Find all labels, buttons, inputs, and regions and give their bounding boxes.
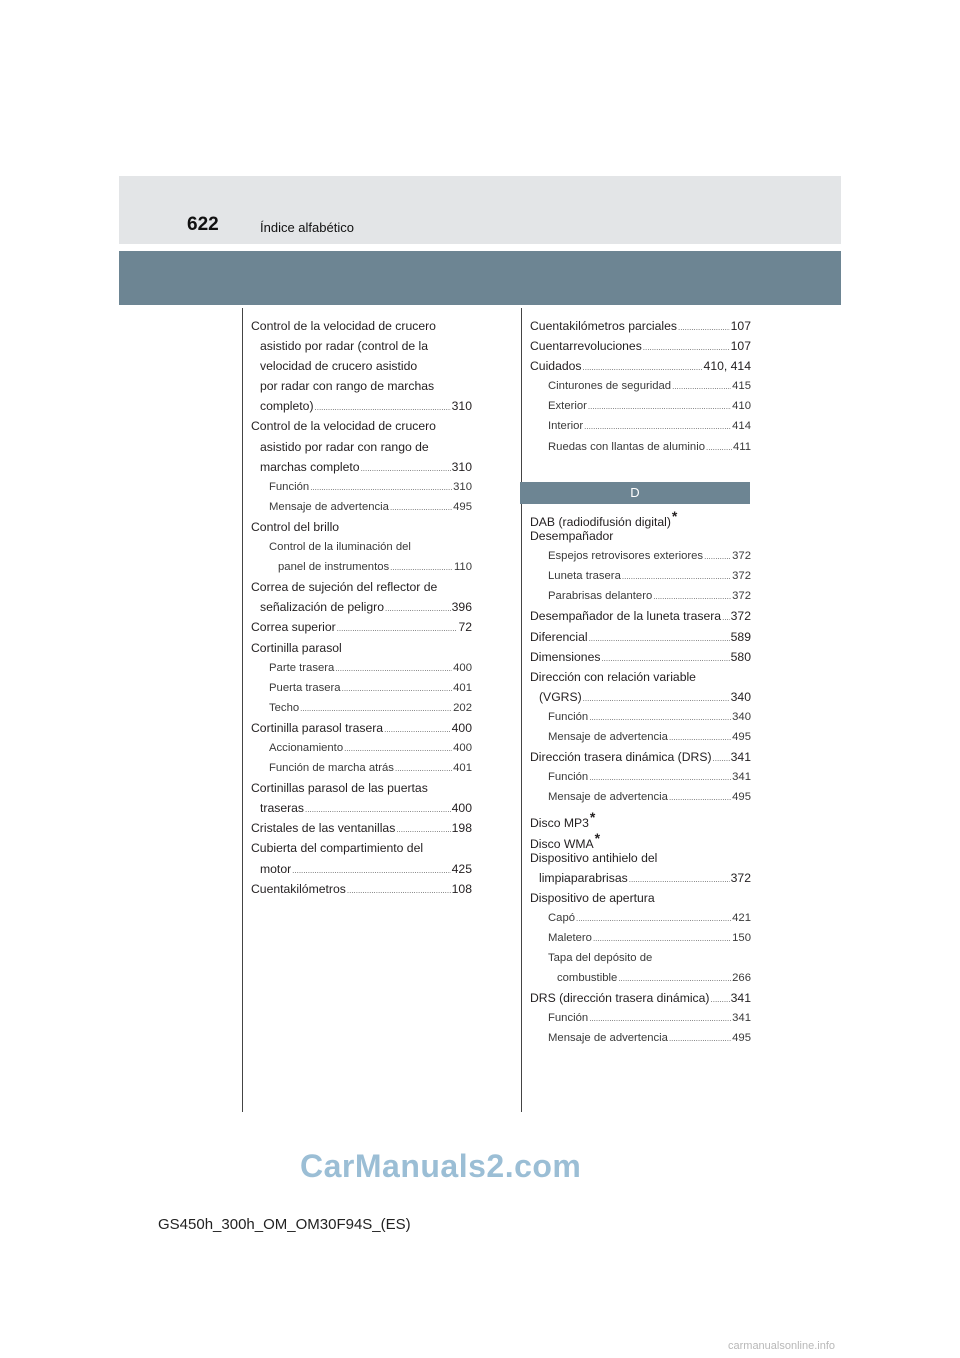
index-entry <box>530 606 751 626</box>
index-entry-page: 110 <box>453 561 472 574</box>
index-entry-text: Cuidados <box>530 359 582 374</box>
index-entry-page: 310 <box>453 480 472 493</box>
index-entry-page: 372 <box>732 570 751 583</box>
index-entry-text: Cuentakilómetros parciales <box>530 319 677 333</box>
dot-leader <box>672 377 731 397</box>
index-entry <box>251 658 472 678</box>
index-entry <box>251 537 472 557</box>
index-entry-text: señalización de peligro <box>260 600 384 615</box>
index-entry <box>251 376 472 396</box>
dot-leader <box>583 358 703 378</box>
index-entry-text: Cortinillas parasol de las puertas <box>251 781 428 796</box>
dot-leader <box>390 558 453 578</box>
index-entry <box>530 948 751 968</box>
dot-leader <box>588 397 731 417</box>
index-entry-text: Cortinilla parasol <box>251 640 342 655</box>
index-entry-text: Dispositivo antihielo del <box>530 850 658 865</box>
dot-leader <box>305 800 451 820</box>
dot-leader <box>335 659 452 679</box>
index-entry <box>251 859 472 879</box>
index-entry-text: Mensaje de advertencia <box>269 500 389 513</box>
index-entry-page: 202 <box>453 701 472 714</box>
index-entry-page: 341 <box>732 1012 751 1025</box>
index-entry <box>530 667 751 687</box>
index-entry-page: 400 <box>451 720 472 735</box>
index-entry-text: Parte trasera <box>269 661 335 674</box>
index-entry-text: Luneta trasera <box>548 570 621 583</box>
index-entry <box>530 707 751 727</box>
index-entry-text: Función <box>548 771 589 784</box>
index-entry-text: Correa de sujeción del reflector de <box>251 580 438 595</box>
index-entry-page: 107 <box>730 319 751 333</box>
index-entry <box>251 577 472 597</box>
dot-leader <box>583 689 730 709</box>
index-entry-text: Mensaje de advertencia <box>548 791 668 804</box>
index-entry-text: (VGRS) <box>539 689 582 704</box>
index-entry-page: 421 <box>732 911 751 924</box>
index-entry-page: 340 <box>732 710 751 723</box>
index-entry-text: Control de la iluminación del <box>269 541 411 554</box>
index-entry-text: Diferencial <box>530 629 588 644</box>
right-index-column-c <box>530 316 751 457</box>
index-entry <box>251 517 472 537</box>
index-entry-text: Espejos retrovisores exteriores <box>548 550 704 563</box>
watermark: CarManuals2.com <box>300 1148 582 1184</box>
index-entry <box>530 727 751 747</box>
index-entry <box>530 767 751 787</box>
index-entry <box>251 396 472 416</box>
right-column-rule <box>521 308 522 1112</box>
index-entry-text: Función <box>269 480 310 493</box>
index-entry-text: Cristales de las ventanillas <box>251 821 396 836</box>
index-entry <box>530 868 751 888</box>
index-entry-page: 340 <box>730 689 751 704</box>
index-entry <box>530 566 751 586</box>
dot-leader <box>589 629 730 649</box>
index-entry-page: 372 <box>730 870 751 885</box>
index-entry <box>530 336 751 356</box>
index-entry-text: DRS (dirección trasera dinámica) <box>530 991 710 1006</box>
index-entry <box>530 586 751 606</box>
index-entry <box>530 828 751 851</box>
index-entry-page: 266 <box>732 972 751 985</box>
index-entry-text: Dimensiones <box>530 649 601 664</box>
index-entry <box>530 627 751 647</box>
index-entry-text: traseras <box>260 801 305 816</box>
index-entry <box>530 908 751 928</box>
index-entry-page: 150 <box>732 931 751 944</box>
index-entry <box>530 506 751 529</box>
index-entry-text: Capó <box>548 911 576 924</box>
dot-leader <box>713 749 730 769</box>
index-entry-text: asistido por radar (control de la <box>260 339 429 354</box>
index-entry-page: 107 <box>730 339 751 354</box>
index-entry-page: 410, 414 <box>703 359 751 374</box>
index-entry <box>251 678 472 698</box>
dot-leader <box>593 929 731 949</box>
index-entry-page: 415 <box>732 380 751 393</box>
index-entry <box>251 617 472 637</box>
index-entry-page: 396 <box>451 600 472 615</box>
index-entry-page: 400 <box>451 801 472 816</box>
index-entry-text: Función de marcha atrás <box>269 762 394 775</box>
dot-leader <box>589 708 731 728</box>
index-entry <box>251 316 472 336</box>
index-entry <box>530 437 751 457</box>
index-entry <box>530 316 751 336</box>
header-band <box>119 176 841 244</box>
left-index-column <box>251 316 472 899</box>
index-entry-page: 372 <box>730 609 751 624</box>
index-entry <box>530 356 751 376</box>
index-entry-text: Control de la velocidad de crucero <box>251 419 436 434</box>
dot-leader <box>396 820 450 840</box>
index-entry-text: Cortinilla parasol trasera <box>251 720 384 735</box>
index-entry-text: DAB (radiodifusión digital) <box>530 515 671 529</box>
index-entry-page: 72 <box>458 620 472 635</box>
index-entry <box>251 778 472 798</box>
dot-leader <box>653 587 731 607</box>
index-entry <box>530 1028 751 1048</box>
index-entry <box>251 818 472 838</box>
dot-leader <box>347 881 451 901</box>
index-entry-text: Puerta trasera <box>269 681 341 694</box>
index-entry-text: Tapa del depósito de <box>548 952 653 965</box>
index-entry-page: 198 <box>451 821 472 836</box>
index-entry-page: 341 <box>732 771 751 784</box>
dot-leader <box>618 969 731 989</box>
dot-leader <box>706 438 732 458</box>
index-entry <box>530 416 751 436</box>
index-entry-page: 425 <box>451 861 472 876</box>
dot-leader <box>310 478 452 498</box>
dot-leader <box>300 699 452 719</box>
index-entry-text: Cuentarrevoluciones <box>530 339 642 354</box>
index-entry-page: 400 <box>453 661 472 674</box>
index-entry <box>251 336 472 356</box>
index-entry <box>251 597 472 617</box>
index-entry-page: 411 <box>732 440 751 453</box>
index-entry <box>530 807 751 831</box>
index-entry <box>530 747 751 767</box>
title-bar <box>119 251 841 305</box>
index-entry-text: Correa superior <box>251 620 336 635</box>
index-entry-text: Dispositivo de apertura <box>530 890 655 905</box>
index-entry <box>530 1008 751 1028</box>
right-index-column-d <box>530 506 751 1049</box>
index-entry <box>251 838 472 858</box>
index-entry <box>251 718 472 738</box>
index-entry <box>530 787 751 807</box>
dot-leader <box>361 459 451 479</box>
index-entry <box>530 848 751 868</box>
index-entry-text: Ruedas con llantas de aluminio <box>548 440 705 453</box>
index-entry-page: 414 <box>732 420 751 433</box>
index-entry <box>530 647 751 667</box>
footer-code: GS450h_300h_OM_OM30F94S_(ES) <box>158 1216 411 1233</box>
index-entry <box>251 477 472 497</box>
index-entry <box>251 457 472 477</box>
index-entry-text: Cinturones de seguridad <box>548 380 672 393</box>
index-entry-text: Exterior <box>548 400 587 413</box>
left-column-rule <box>242 308 243 1112</box>
index-entry-page: 495 <box>732 1032 751 1045</box>
dot-leader <box>678 318 730 338</box>
dot-leader <box>385 599 451 619</box>
index-entry-page: 108 <box>451 881 472 896</box>
index-entry <box>530 396 751 416</box>
index-entry <box>530 888 751 908</box>
dot-leader <box>704 547 731 567</box>
index-entry-text: asistido por radar con rango de <box>260 439 429 454</box>
page-number: 622 <box>187 214 219 235</box>
index-entry-page: 580 <box>730 649 751 664</box>
dot-leader <box>390 498 452 518</box>
index-entry-page: 495 <box>732 731 751 744</box>
dot-leader <box>395 759 452 779</box>
dot-leader <box>622 567 731 587</box>
index-entry-text: Accionamiento <box>269 741 344 754</box>
index-entry-text: Control de la velocidad de crucero <box>251 319 436 333</box>
dot-leader <box>589 1009 731 1029</box>
index-entry-text: Maletero <box>548 931 592 944</box>
index-entry-page: 372 <box>732 590 751 603</box>
dot-leader <box>344 739 452 759</box>
index-entry-text: Interior <box>548 420 584 433</box>
index-entry <box>251 416 472 436</box>
index-entry-text: por radar con rango de marchas <box>260 379 435 394</box>
index-entry-page: 410 <box>732 400 751 413</box>
index-entry-text: Función <box>548 1012 589 1025</box>
dot-leader <box>589 768 731 788</box>
index-entry <box>251 758 472 778</box>
index-entry-page: 341 <box>730 750 751 765</box>
dot-leader <box>722 608 730 628</box>
index-entry-text: Disco WMA <box>530 836 594 851</box>
index-entry-text: panel de instrumentos <box>278 561 390 574</box>
index-entry-text: completo) <box>260 399 314 414</box>
index-entry <box>251 497 472 517</box>
index-entry-page: 495 <box>732 791 751 804</box>
asterisk-mark: * <box>671 508 678 524</box>
index-entry <box>251 879 472 899</box>
index-entry-page: 401 <box>453 762 472 775</box>
index-entry <box>251 698 472 718</box>
index-entry <box>251 738 472 758</box>
dot-leader <box>315 398 451 418</box>
index-entry-text: Disco MP3 <box>530 816 589 831</box>
section-header-d: D <box>520 482 750 504</box>
asterisk-mark: * <box>594 829 601 846</box>
index-entry <box>530 526 751 546</box>
index-entry-text: velocidad de crucero asistido <box>260 359 418 374</box>
header-title: Índice alfabético <box>260 220 354 235</box>
asterisk-mark: * <box>589 809 596 826</box>
index-entry <box>530 687 751 707</box>
dot-leader <box>342 679 453 699</box>
dot-leader <box>669 1029 731 1049</box>
index-entry-page: 310 <box>451 399 472 414</box>
index-entry-text: Desempañador <box>530 529 614 544</box>
index-entry-text: Techo <box>269 701 300 714</box>
index-entry-page: 400 <box>453 741 472 754</box>
dot-leader <box>669 728 731 748</box>
index-entry-text: Dirección con relación variable <box>530 669 696 684</box>
index-entry-page: 589 <box>730 629 751 644</box>
dot-leader <box>337 619 458 639</box>
index-entry-text: Control del brillo <box>251 519 340 534</box>
index-entry-page: 495 <box>453 500 472 513</box>
index-entry-page: 372 <box>732 550 751 563</box>
dot-leader <box>576 909 731 929</box>
dot-leader <box>584 417 731 437</box>
dot-leader <box>384 720 451 740</box>
index-entry <box>251 557 472 577</box>
bottom-site: carmanualsonline.info <box>728 1340 836 1352</box>
index-entry <box>530 968 751 988</box>
dot-leader <box>711 990 730 1010</box>
index-entry <box>530 376 751 396</box>
index-entry <box>251 798 472 818</box>
index-entry-text: limpiaparabrisas <box>539 870 628 885</box>
dot-leader <box>643 338 730 358</box>
index-entry-text: Cubierta del compartimiento del <box>251 841 424 856</box>
index-entry-text: marchas completo <box>260 459 360 474</box>
index-entry-text: Mensaje de advertencia <box>548 731 668 744</box>
index-entry-page: 341 <box>730 991 751 1006</box>
dot-leader <box>292 861 451 881</box>
index-entry-text: combustible <box>557 972 618 985</box>
index-entry-text: Desempañador de la luneta trasera <box>530 609 722 624</box>
index-entry-page: 401 <box>453 681 472 694</box>
index-entry <box>530 546 751 566</box>
index-entry-text: motor <box>260 861 292 876</box>
index-entry <box>530 988 751 1008</box>
dot-leader <box>669 788 731 808</box>
index-entry-text: Función <box>548 710 589 723</box>
index-entry-text: Parabrisas delantero <box>548 590 653 603</box>
index-entry-text: Cuentakilómetros <box>251 881 346 896</box>
index-entry <box>251 638 472 658</box>
dot-leader <box>629 870 730 890</box>
index-entry <box>251 356 472 376</box>
dot-leader <box>601 649 729 669</box>
index-entry-page: 310 <box>451 459 472 474</box>
index-entry-text: Mensaje de advertencia <box>548 1032 668 1045</box>
index-entry <box>530 928 751 948</box>
index-entry-text: Dirección trasera dinámica (DRS) <box>530 750 712 765</box>
index-entry <box>251 437 472 457</box>
